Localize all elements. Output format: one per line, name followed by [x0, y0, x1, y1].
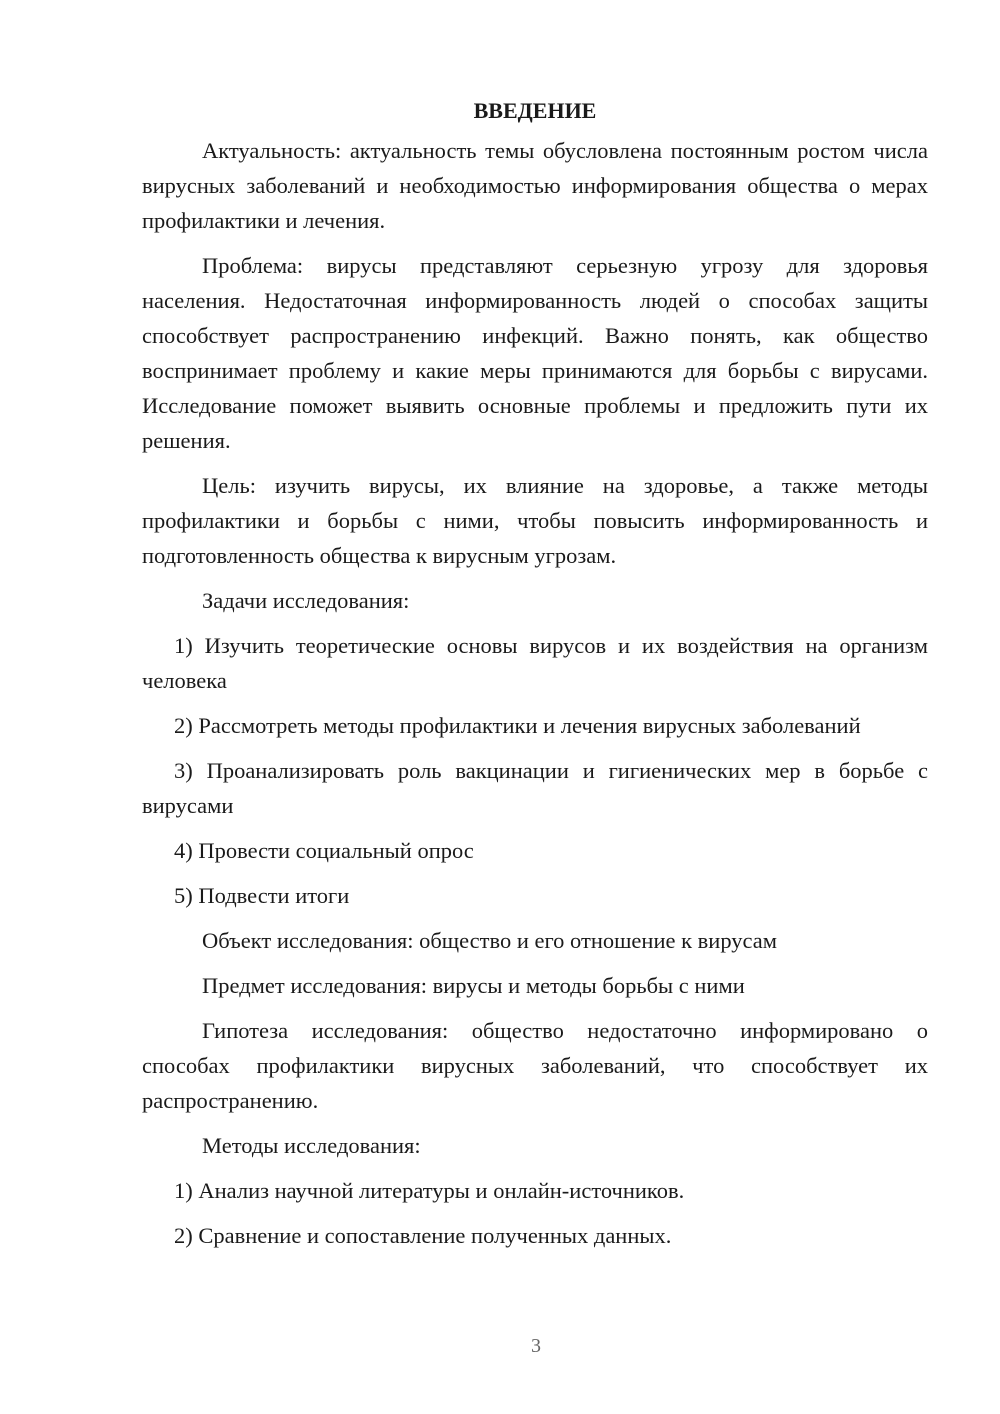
research-object: Объект исследования: общество и его отношение к вирусам — [202, 928, 778, 953]
section-title: ВВЕДЕНИЕ — [473, 98, 597, 123]
task-item: 5) Подвести итоги — [174, 883, 350, 908]
task-item: 4) Провести социальный опрос — [174, 838, 474, 863]
page-number: 3 — [531, 1335, 541, 1357]
document-content — [142, 94, 928, 1263]
goal-paragraph: Цель: изучить вирусы, их влияние на здоровье, а также методы профилактики и борьбы с ними, чтобы повысить информированность и подготовленность общества к вирусным угрозам. — [142, 473, 928, 568]
tasks-heading: Задачи исследования: — [202, 588, 410, 613]
methods-heading: Методы исследования: — [202, 1133, 421, 1158]
task-item: 2) Рассмотреть методы профилактики и лечения вирусных заболеваний — [174, 713, 861, 738]
task-item: 3) Проанализировать роль вакцинации и гигиенических мер в борьбе с вирусами — [142, 758, 928, 818]
hypothesis-paragraph: Гипотеза исследования: общество недостаточно информировано о способах профилактики вирусных заболеваний, что способствует их распространению. — [142, 1018, 928, 1113]
method-item: 2) Сравнение и сопоставление полученных данных. — [174, 1223, 672, 1248]
problem-paragraph: Проблема: вирусы представляют серьезную угрозу для здоровья населения. Недостаточная информированность людей о способах защиты способствует распространению инфекций. Важно понять, как общество воспринимает проблему и какие меры принимаются для борьбы с вирусами. Исследование поможет выявить основные проблемы и предложить пути их решения. — [142, 253, 928, 453]
research-subject: Предмет исследования: вирусы и методы борьбы с ними — [202, 973, 745, 998]
relevance-paragraph: Актуальность: актуальность темы обусловлена постоянным ростом числа вирусных заболеваний и необходимостью информирования общества о мерах профилактики и лечения. — [142, 138, 928, 233]
task-item: 1) Изучить теоретические основы вирусов и их воздействия на организм человека — [142, 633, 928, 693]
method-item: 1) Анализ научной литературы и онлайн-источников. — [174, 1178, 685, 1203]
